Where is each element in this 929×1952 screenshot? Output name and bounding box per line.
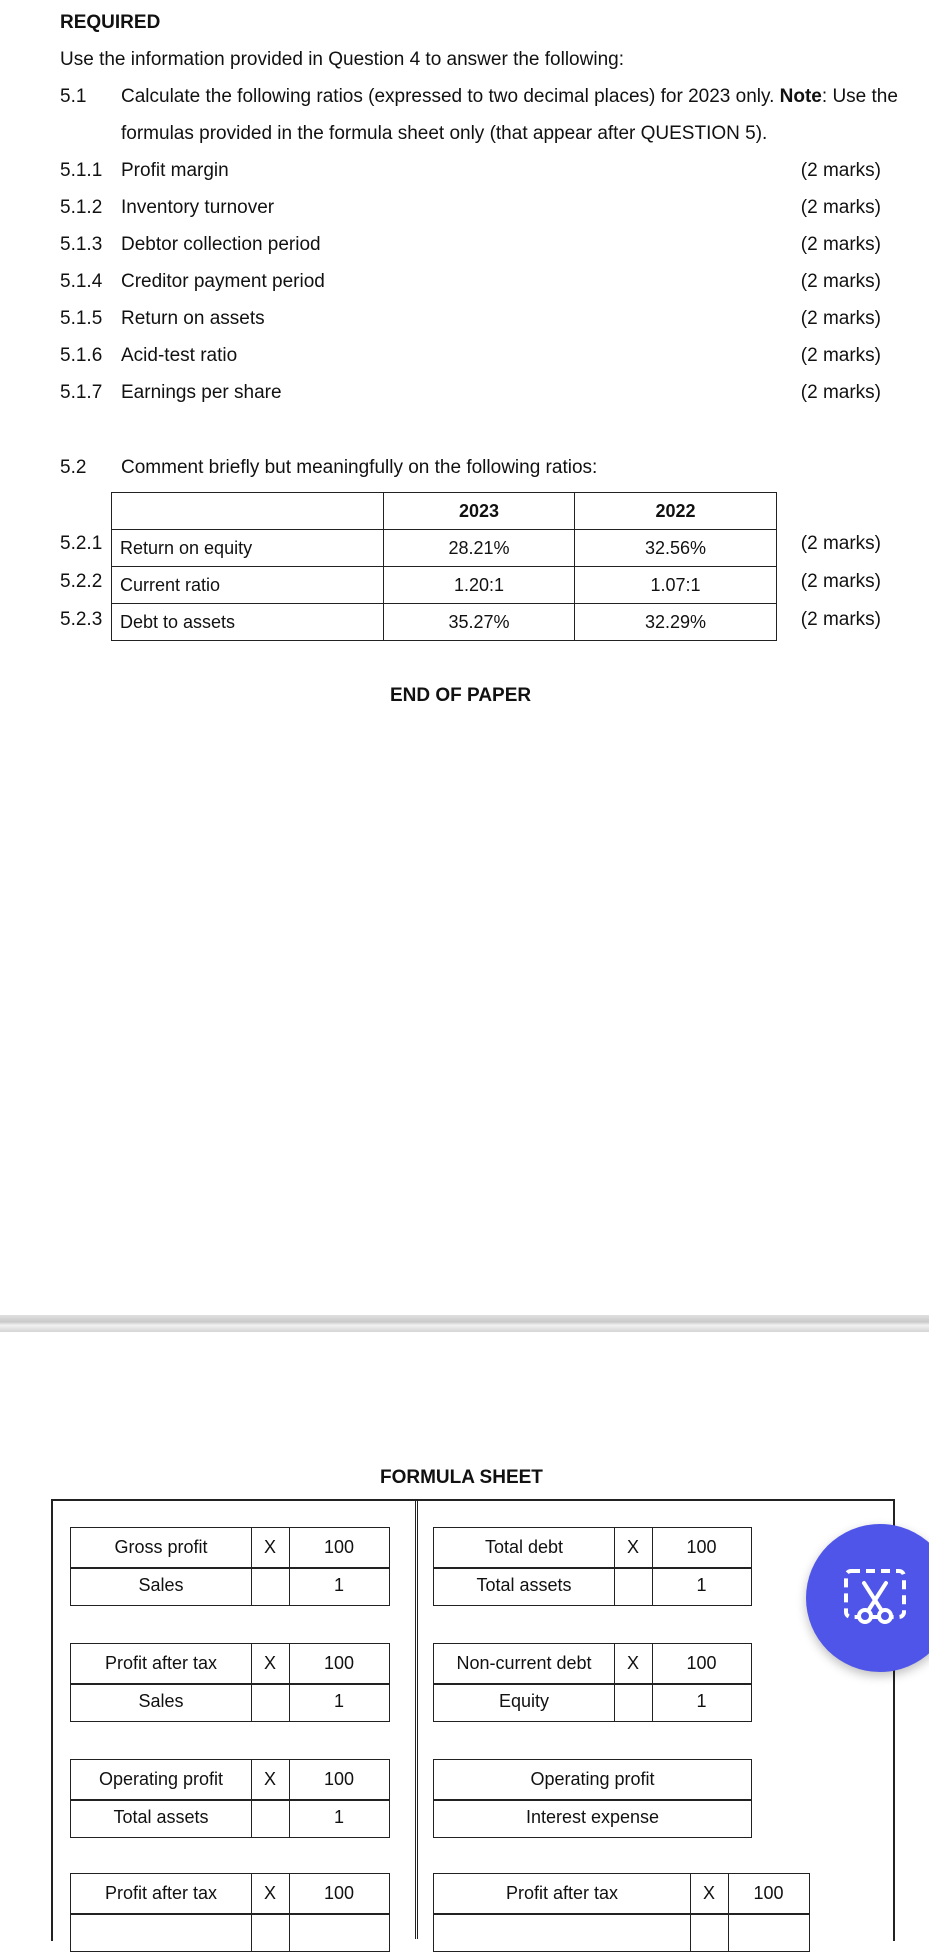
heading: REQUIRED (60, 12, 161, 33)
item-marks: (2 marks) (800, 345, 881, 366)
column-header-2023: 2023 (384, 493, 575, 530)
divisor-value: 1 (696, 1575, 707, 1596)
item-number: 5.1.5 (60, 308, 103, 329)
value-2023: 35.27% (384, 604, 575, 641)
item-marks: (2 marks) (800, 234, 881, 255)
divisor-value: 1 (333, 1575, 344, 1596)
formula-denominator: Total assets (476, 1575, 572, 1596)
value-2022: 32.56% (575, 530, 777, 567)
item-label: Creditor payment period (121, 271, 325, 292)
item-number: 5.1.1 (60, 160, 103, 181)
table-row (112, 530, 777, 567)
formula-debt-to-assets (433, 1527, 752, 1606)
divisor-value: 1 (333, 1691, 344, 1712)
formula-earnings-per-share (433, 1873, 810, 1952)
q51-number: 5.1 (60, 86, 87, 107)
divisor-value: 1 (696, 1691, 707, 1712)
item-number: 5.1.3 (60, 234, 103, 255)
multiplier-value: 100 (323, 1882, 355, 1903)
row-marks: (2 marks) (800, 609, 881, 630)
ratios-table (111, 492, 777, 641)
item-label: Inventory turnover (121, 197, 275, 218)
item-marks: (2 marks) (800, 271, 881, 292)
item-marks: (2 marks) (800, 160, 881, 181)
item-label: Acid-test ratio (121, 345, 238, 366)
q52-text: Comment briefly but meaningfully on the following ratios: (121, 457, 598, 478)
item-number: 5.1.6 (60, 345, 103, 366)
formula-numerator: Non-current debt (456, 1652, 592, 1673)
formula-return-on-assets (70, 1759, 390, 1838)
intro-text: Use the information provided in Question 4 to answer the following: (60, 49, 624, 70)
value-2023: 28.21% (384, 530, 575, 567)
multiplier-value: 100 (323, 1536, 355, 1557)
screenshot-scissors-icon (842, 1567, 908, 1629)
item-number: 5.1.4 (60, 271, 103, 292)
value-2022: 1.07:1 (575, 567, 777, 604)
end-of-paper: END OF PAPER (390, 685, 532, 706)
divisor-value: 1 (333, 1807, 344, 1828)
ratio-label: Debt to assets (112, 604, 384, 641)
formula-numerator: Operating profit (530, 1768, 655, 1789)
formula-net-profit-margin (70, 1643, 390, 1722)
multiply-sign: X (263, 1768, 276, 1789)
multiply-sign: X (626, 1536, 639, 1557)
multiplier-value: 100 (686, 1652, 717, 1673)
note-label: Note (779, 86, 822, 107)
q51-line2: formulas provided in the formula sheet only (that appear after QUESTION 5). (121, 123, 768, 144)
note-text: : Use the (821, 86, 898, 107)
formula-sheet-title: FORMULA SHEET (380, 1467, 543, 1488)
value-2022: 32.29% (575, 604, 777, 641)
formula-denominator: Total assets (113, 1807, 209, 1828)
formula-denominator: Sales (138, 1691, 184, 1712)
item-number: 5.1.2 (60, 197, 103, 218)
ratio-label: Return on equity (112, 530, 384, 567)
multiply-sign: X (702, 1882, 715, 1903)
table-header-row (112, 493, 777, 530)
row-marks: (2 marks) (800, 571, 881, 592)
formula-return-on-equity (70, 1873, 390, 1952)
multiplier-value: 100 (323, 1652, 355, 1673)
formula-numerator: Profit after tax (505, 1882, 619, 1903)
ratio-label: Current ratio (112, 567, 384, 604)
item-label: Earnings per share (121, 382, 282, 403)
table-cell (112, 493, 384, 530)
page-divider (0, 1315, 929, 1332)
multiply-sign: X (263, 1652, 276, 1673)
table-row (112, 567, 777, 604)
column-header-2022: 2022 (575, 493, 777, 530)
formula-gross-profit-margin (70, 1527, 390, 1606)
item-marks: (2 marks) (800, 308, 881, 329)
value-2023: 1.20:1 (384, 567, 575, 604)
row-number: 5.2.2 (60, 571, 103, 592)
q51-line1 (121, 86, 898, 108)
multiplier-value: 100 (686, 1536, 717, 1557)
row-number: 5.2.3 (60, 609, 103, 630)
formula-numerator: Gross profit (114, 1536, 208, 1557)
formula-denominator: Sales (138, 1575, 184, 1596)
multiply-sign: X (263, 1536, 276, 1557)
row-marks: (2 marks) (800, 533, 881, 554)
formula-numerator: Profit after tax (104, 1652, 218, 1673)
q52-number: 5.2 (60, 457, 87, 478)
formula-numerator: Operating profit (98, 1768, 224, 1789)
multiplier-value: 100 (323, 1768, 355, 1789)
multiply-sign: X (263, 1882, 276, 1903)
formula-numerator: Total debt (484, 1536, 564, 1557)
item-number: 5.1.7 (60, 382, 103, 403)
formula-denominator: Interest expense (525, 1807, 660, 1828)
table-row (112, 604, 777, 641)
formula-denominator: Equity (498, 1691, 550, 1712)
formula-sheet-divider (415, 1499, 418, 1939)
item-marks: (2 marks) (800, 382, 881, 403)
item-label: Profit margin (121, 160, 229, 181)
item-marks: (2 marks) (800, 197, 881, 218)
row-number: 5.2.1 (60, 533, 103, 554)
formula-debt-to-equity (433, 1643, 752, 1722)
item-label: Debtor collection period (121, 234, 321, 255)
multiplier-value: 100 (753, 1882, 784, 1903)
formula-interest-cover (433, 1759, 752, 1838)
item-label: Return on assets (121, 308, 265, 329)
q51-text: Calculate the following ratios (expressed to two decimal places) for 2023 only. (121, 86, 775, 107)
multiply-sign: X (626, 1652, 639, 1673)
formula-numerator: Profit after tax (104, 1882, 218, 1903)
